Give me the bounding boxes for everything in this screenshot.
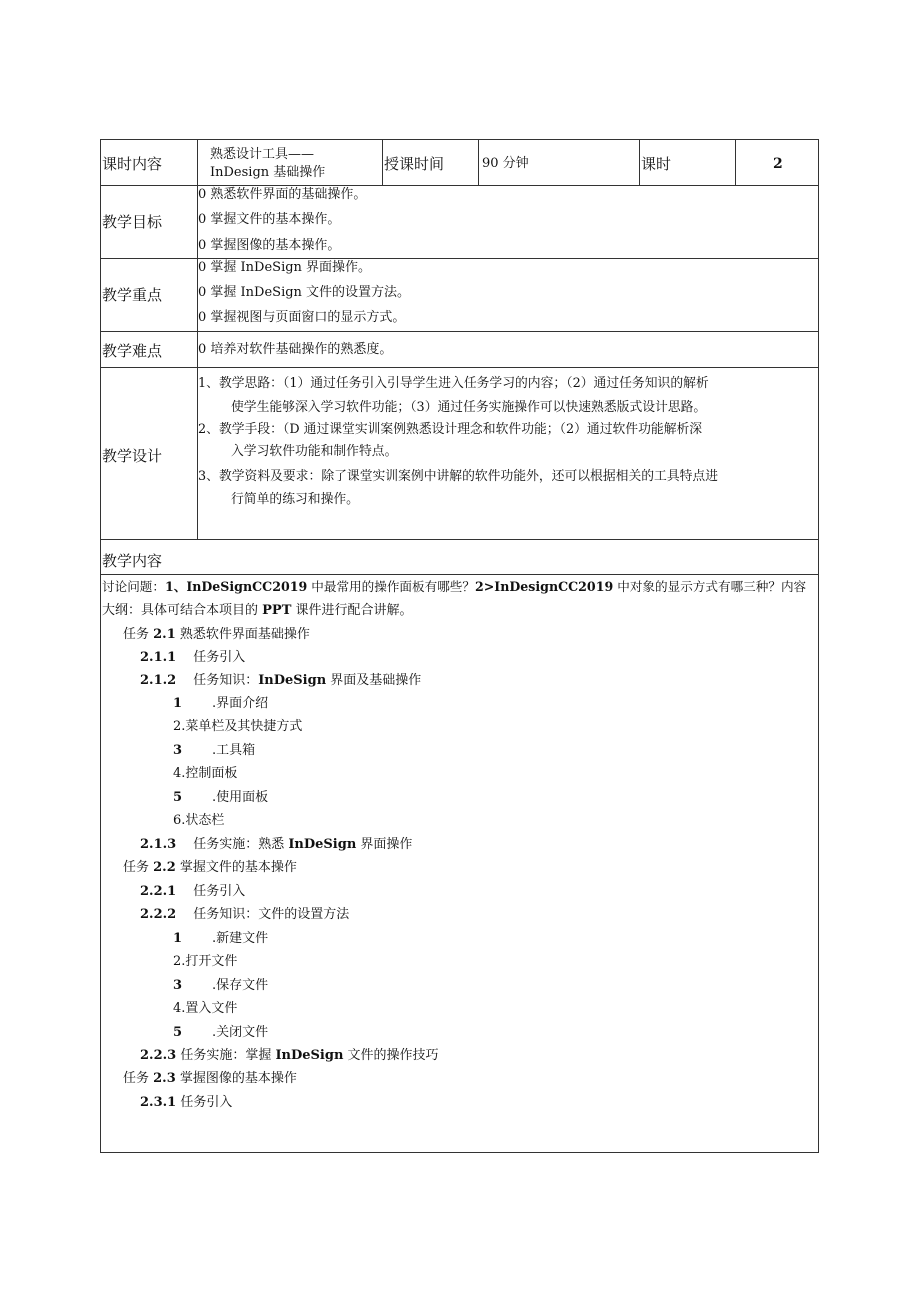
task-number: 2.2 — [153, 860, 176, 875]
subtask-item — [140, 672, 421, 690]
row-divider — [101, 331, 818, 332]
outline-note — [102, 602, 413, 620]
key-point-item: 0 掌握 InDeSign 文件的设置方法。 — [198, 285, 411, 300]
periods-label: 课时 — [641, 155, 672, 173]
task-title: 掌握文件的基本操作 — [175, 860, 297, 875]
intro-bold: 2>InDesignCC2019 — [474, 579, 614, 594]
hours-content-label: 课时内容 — [102, 155, 163, 173]
task-number: 2.1 — [153, 627, 176, 642]
class-time-label: 授课时间 — [384, 155, 445, 173]
subtask-text: 任务引入 — [176, 1095, 233, 1110]
subtask-text: 任务引入 — [193, 884, 246, 899]
intro-text: 大纲：具体可结合本项目的 — [102, 603, 263, 618]
design-label: 教学设计 — [102, 447, 163, 465]
intro-bold: 1、InDeSignCC2019 — [164, 579, 308, 594]
intro-text: 中最常用的操作面板有哪些？ — [307, 579, 475, 594]
design-line: 1、教学思路：（1）通过任务引入引导学生进入任务学习的内容；（2）通过任务知识的解析 — [198, 376, 709, 391]
knowledge-number: 3 — [173, 743, 183, 758]
row-divider — [101, 367, 818, 368]
subtask-item — [140, 1094, 232, 1112]
subtask-number: 2.2.3 — [140, 1048, 177, 1063]
column-divider — [382, 140, 383, 185]
goals-label: 教学目标 — [102, 213, 163, 231]
file-op-item: .新建文件 — [212, 931, 269, 946]
class-time-value: 90 分钟 — [482, 156, 529, 171]
task-heading — [123, 626, 310, 644]
design-line: 入学习软件功能和制作特点。 — [231, 444, 398, 459]
file-op-item: 2.打开文件 — [173, 954, 238, 969]
task-prefix: 任务 — [123, 1071, 154, 1086]
task-prefix: 任务 — [123, 627, 154, 642]
key-point-item: 0 掌握 InDeSign 界面操作。 — [198, 260, 372, 275]
goal-item: 0 掌握文件的基本操作。 — [198, 212, 341, 227]
content-label: 教学内容 — [102, 552, 163, 570]
task-title: 掌握图像的基本操作 — [175, 1071, 297, 1086]
knowledge-item: .界面介绍 — [212, 696, 269, 711]
difficulties-label: 教学难点 — [102, 342, 163, 360]
design-line: 3、教学资料及要求：除了课堂实训案例中讲解的软件功能外，还可以根据相关的工具特点进 — [198, 469, 719, 484]
file-op-item: .关闭文件 — [212, 1025, 269, 1040]
subtask-number: 2.1.1 — [140, 650, 177, 665]
file-op-number: 5 — [173, 1025, 183, 1040]
file-op-number: 1 — [173, 931, 183, 946]
task-heading — [123, 859, 297, 877]
goal-item: 0 熟悉软件界面的基础操作。 — [198, 187, 367, 202]
row-divider — [101, 539, 818, 540]
knowledge-item: 6.状态栏 — [173, 813, 225, 828]
key-points-label: 教学重点 — [102, 286, 163, 304]
task-title: 熟悉软件界面基础操作 — [175, 627, 310, 642]
design-line: 行简单的练习和操作。 — [231, 492, 359, 507]
subtask-bold: InDeSign — [258, 673, 327, 688]
design-line: 使学生能够深入学习软件功能；（3）通过任务实施操作可以快速熟悉版式设计思路。 — [231, 400, 707, 415]
difficulty-item: 0 培养对软件基础操作的熟悉度。 — [198, 342, 393, 357]
column-divider — [478, 140, 479, 185]
subtask-text: 界面操作 — [356, 837, 413, 852]
discussion-questions — [102, 578, 806, 596]
subtask-number: 2.2.1 — [140, 884, 177, 899]
periods-value: 2 — [773, 156, 783, 172]
knowledge-item: .使用面板 — [212, 790, 269, 805]
knowledge-number: 1 — [173, 696, 183, 711]
knowledge-item: .工具箱 — [212, 743, 256, 758]
hours-content-value: InDesign 基础操作 — [210, 165, 326, 180]
subtask-item — [140, 906, 349, 924]
column-divider — [639, 140, 640, 185]
goal-item: 0 掌握图像的基本操作。 — [198, 238, 341, 253]
intro-text: 课件进行配合讲解。 — [291, 603, 413, 618]
file-op-item: .保存文件 — [212, 978, 269, 993]
subtask-item — [140, 649, 245, 667]
subtask-text: 界面及基础操作 — [326, 673, 422, 688]
intro-bold: PPT — [262, 603, 292, 618]
subtask-number: 2.3.1 — [140, 1095, 177, 1110]
knowledge-item: 4.控制面板 — [173, 766, 238, 781]
file-op-item: 4.置入文件 — [173, 1001, 238, 1016]
subtask-text: 任务知识： — [193, 673, 259, 688]
task-number: 2.3 — [153, 1071, 176, 1086]
intro-text: 讨论问题： — [102, 579, 165, 594]
column-divider — [735, 140, 736, 185]
knowledge-number: 5 — [173, 790, 183, 805]
subtask-item — [140, 1047, 439, 1065]
subtask-number: 2.1.2 — [140, 673, 177, 688]
hours-content-value: 熟悉设计工具—— — [210, 147, 315, 162]
subtask-text: 任务实施：熟悉 — [193, 837, 289, 852]
task-prefix: 任务 — [123, 860, 154, 875]
knowledge-item: 2.菜单栏及其快捷方式 — [173, 719, 303, 734]
key-point-item: 0 掌握视图与页面窗口的显示方式。 — [198, 310, 406, 325]
subtask-text: 任务知识：文件的设置方法 — [193, 907, 350, 922]
intro-text: 中对象的显示方式有哪三种？内容 — [613, 579, 807, 594]
subtask-text: 文件的操作技巧 — [343, 1048, 439, 1063]
task-heading — [123, 1070, 297, 1088]
subtask-number: 2.1.3 — [140, 837, 177, 852]
row-divider — [101, 574, 818, 575]
file-op-number: 3 — [173, 978, 183, 993]
subtask-text: 任务引入 — [193, 650, 246, 665]
subtask-bold: InDeSign — [275, 1048, 344, 1063]
subtask-bold: InDeSign — [288, 837, 357, 852]
subtask-number: 2.2.2 — [140, 907, 177, 922]
subtask-item — [140, 883, 245, 901]
design-line: 2、教学手段：（D 通过课堂实训案例熟悉设计理念和软件功能；（2）通过软件功能解析深 — [198, 422, 703, 437]
subtask-item — [140, 836, 412, 854]
subtask-text: 任务实施：掌握 — [176, 1048, 276, 1063]
